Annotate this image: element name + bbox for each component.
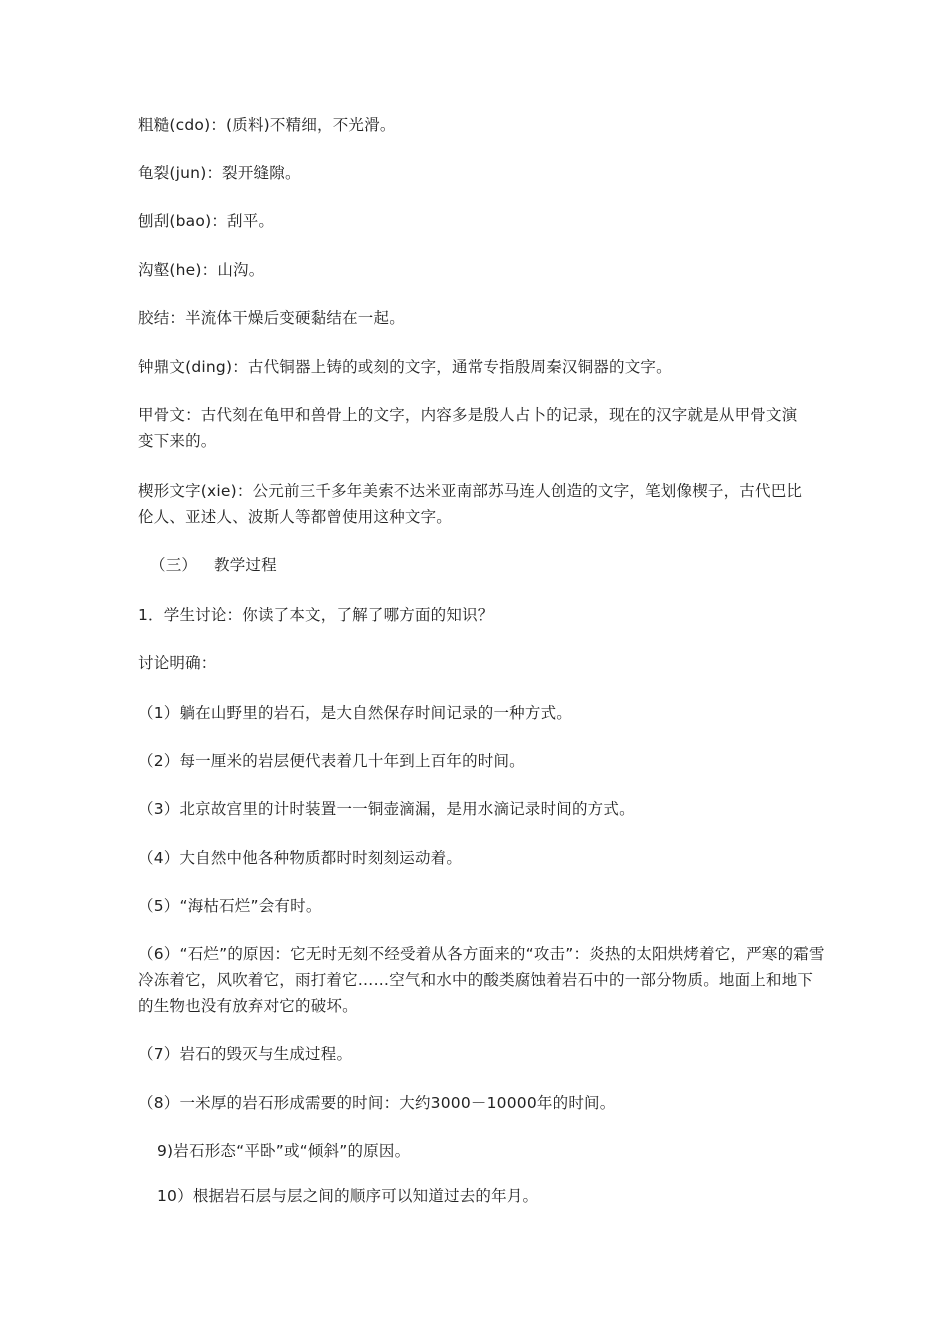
list-item: （8）一米厚的岩石形成需要的时间：大约3000－10000年的时间。 [138, 1094, 616, 1112]
paragraph-zhongdingwen: 钟鼎文(ding)：古代铜器上铸的或刻的文字，通常专指殷周秦汉铜器的文字。 [138, 358, 672, 376]
list-item: （6）“石烂”的原因：它无时无刻不经受着从各方面来的“攻击”：炎热的太阳烘烤着它，严寒的霜雪冷冻着它，风吹着它，雨打着它……空气和水中的酸类腐蚀着岩石中的一部分物质。地面上和地下的生物也没有放弃对它的破坏。 [138, 945, 825, 1015]
list-item: （4）大自然中他各种物质都时时刻刻运动着。 [138, 849, 463, 867]
list-item: （7）岩石的毁灭与生成过程。 [138, 1045, 353, 1063]
discussion-clarify: 讨论明确： [138, 654, 217, 672]
section-heading [150, 552, 840, 578]
list-item: （2）每一厘米的岩层便代表着几十年到上百年的时间。 [138, 752, 525, 770]
section-title: 教学过程 [214, 556, 277, 574]
paragraph-jiaojie: 胶结：半流体干燥后变硬黏结在一起。 [138, 309, 405, 327]
paragraph-jiaguwen: 甲骨文：古代刻在龟甲和兽骨上的文字，内容多是殷人占卜的记录，现在的汉字就是从甲骨文演变下来的。 [138, 406, 798, 450]
paragraph-xiexingwenzi: 楔形文字(xie)：公元前三千多年美索不达米亚南部苏马连人创造的文字，笔划像楔子，古代巴比伦人、亚述人、波斯人等都曾使用这种文字。 [138, 482, 803, 526]
paragraph-cucao: 粗糙(cdo)：(质料)不精细，不光滑。 [138, 116, 396, 134]
paragraph-gouhe: 沟壑(he)：山沟。 [138, 261, 265, 279]
discussion-question: 1．学生讨论：你读了本文，了解了哪方面的知识？ [138, 606, 494, 624]
list-item: （5）“海枯石烂”会有时。 [138, 897, 322, 915]
list-item: （3）北京故宫里的计时装置一一铜壶滴漏，是用水滴记录时间的方式。 [138, 800, 635, 818]
paragraph-baogua: 刨刮(bao)：刮平。 [138, 212, 275, 230]
list-item: （1）躺在山野里的岩石，是大自然保存时间记录的一种方式。 [138, 704, 572, 722]
section-number: （三） [150, 556, 198, 574]
list-item: 9)岩石形态“平卧”或“倾斜”的原因。 [157, 1142, 411, 1160]
paragraph-guilie: 龟裂(jun)：裂开缝隙。 [138, 164, 301, 182]
list-item: 10）根据岩石层与层之间的顺序可以知道过去的年月。 [157, 1187, 539, 1205]
